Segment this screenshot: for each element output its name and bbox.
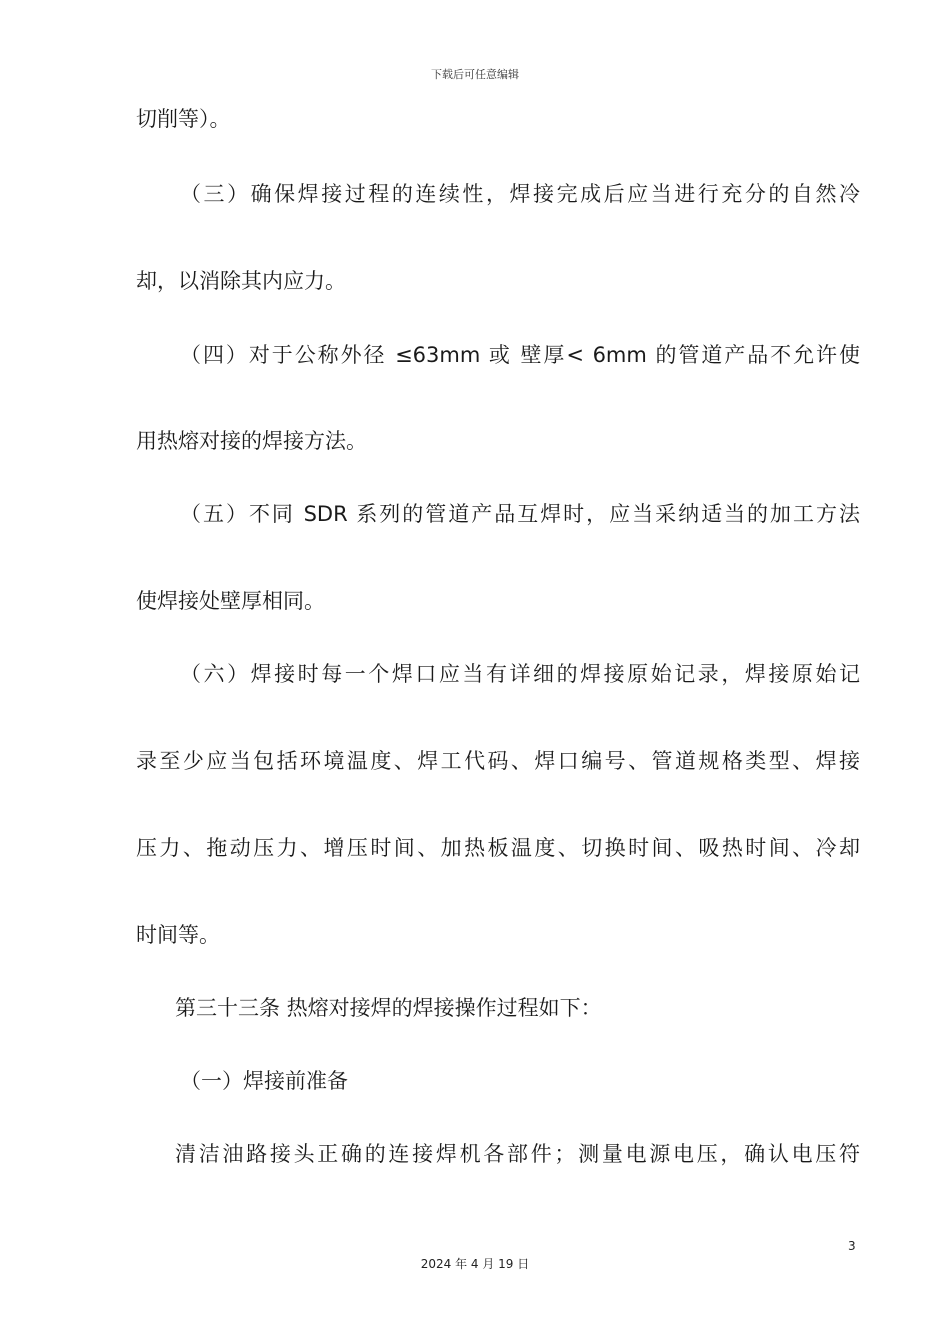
page-number: 3	[848, 1239, 856, 1253]
paragraph-six-line-2: 录至少应当包括环境温度、焊工代码、焊口编号、管道规格类型、焊接	[136, 749, 860, 773]
paragraph-five-line-2: 使焊接处壁厚相同。	[136, 589, 325, 613]
section-one-heading: （一）焊接前准备	[180, 1069, 348, 1093]
paragraph-three-line-2: 却，以消除其内应力。	[136, 269, 346, 293]
paragraph-three-line-1: （三）确保焊接过程的连续性，焊接完成后应当进行充分的自然冷	[180, 182, 860, 206]
text-line: 切削等）。	[136, 107, 231, 131]
footer-date: 2024 年 4 月 19 日	[420, 1257, 530, 1271]
page-header: 下载后可任意编辑	[431, 68, 519, 81]
paragraph-six-line-1: （六）焊接时每一个焊口应当有详细的焊接原始记录，焊接原始记	[180, 662, 860, 686]
paragraph-six-line-4: 时间等。	[136, 923, 220, 947]
paragraph-six-line-3: 压力、拖动压力、增压时间、加热板温度、切换时间、吸热时间、冷却	[136, 836, 860, 860]
paragraph-four-line-1: （四）对于公称外径 ≤63mm 或 壁厚< 6mm 的管道产品不允许使	[180, 343, 860, 367]
preparation-paragraph-line-1: 清洁油路接头正确的连接焊机各部件；测量电源电压，确认电压符	[175, 1142, 860, 1166]
article-33-heading: 第三十三条 热熔对接焊的焊接操作过程如下：	[175, 996, 602, 1020]
paragraph-five-line-1: （五）不同 SDR 系列的管道产品互焊时，应当采纳适当的加工方法	[180, 502, 860, 526]
paragraph-four-line-2: 用热熔对接的焊接方法。	[136, 429, 367, 453]
